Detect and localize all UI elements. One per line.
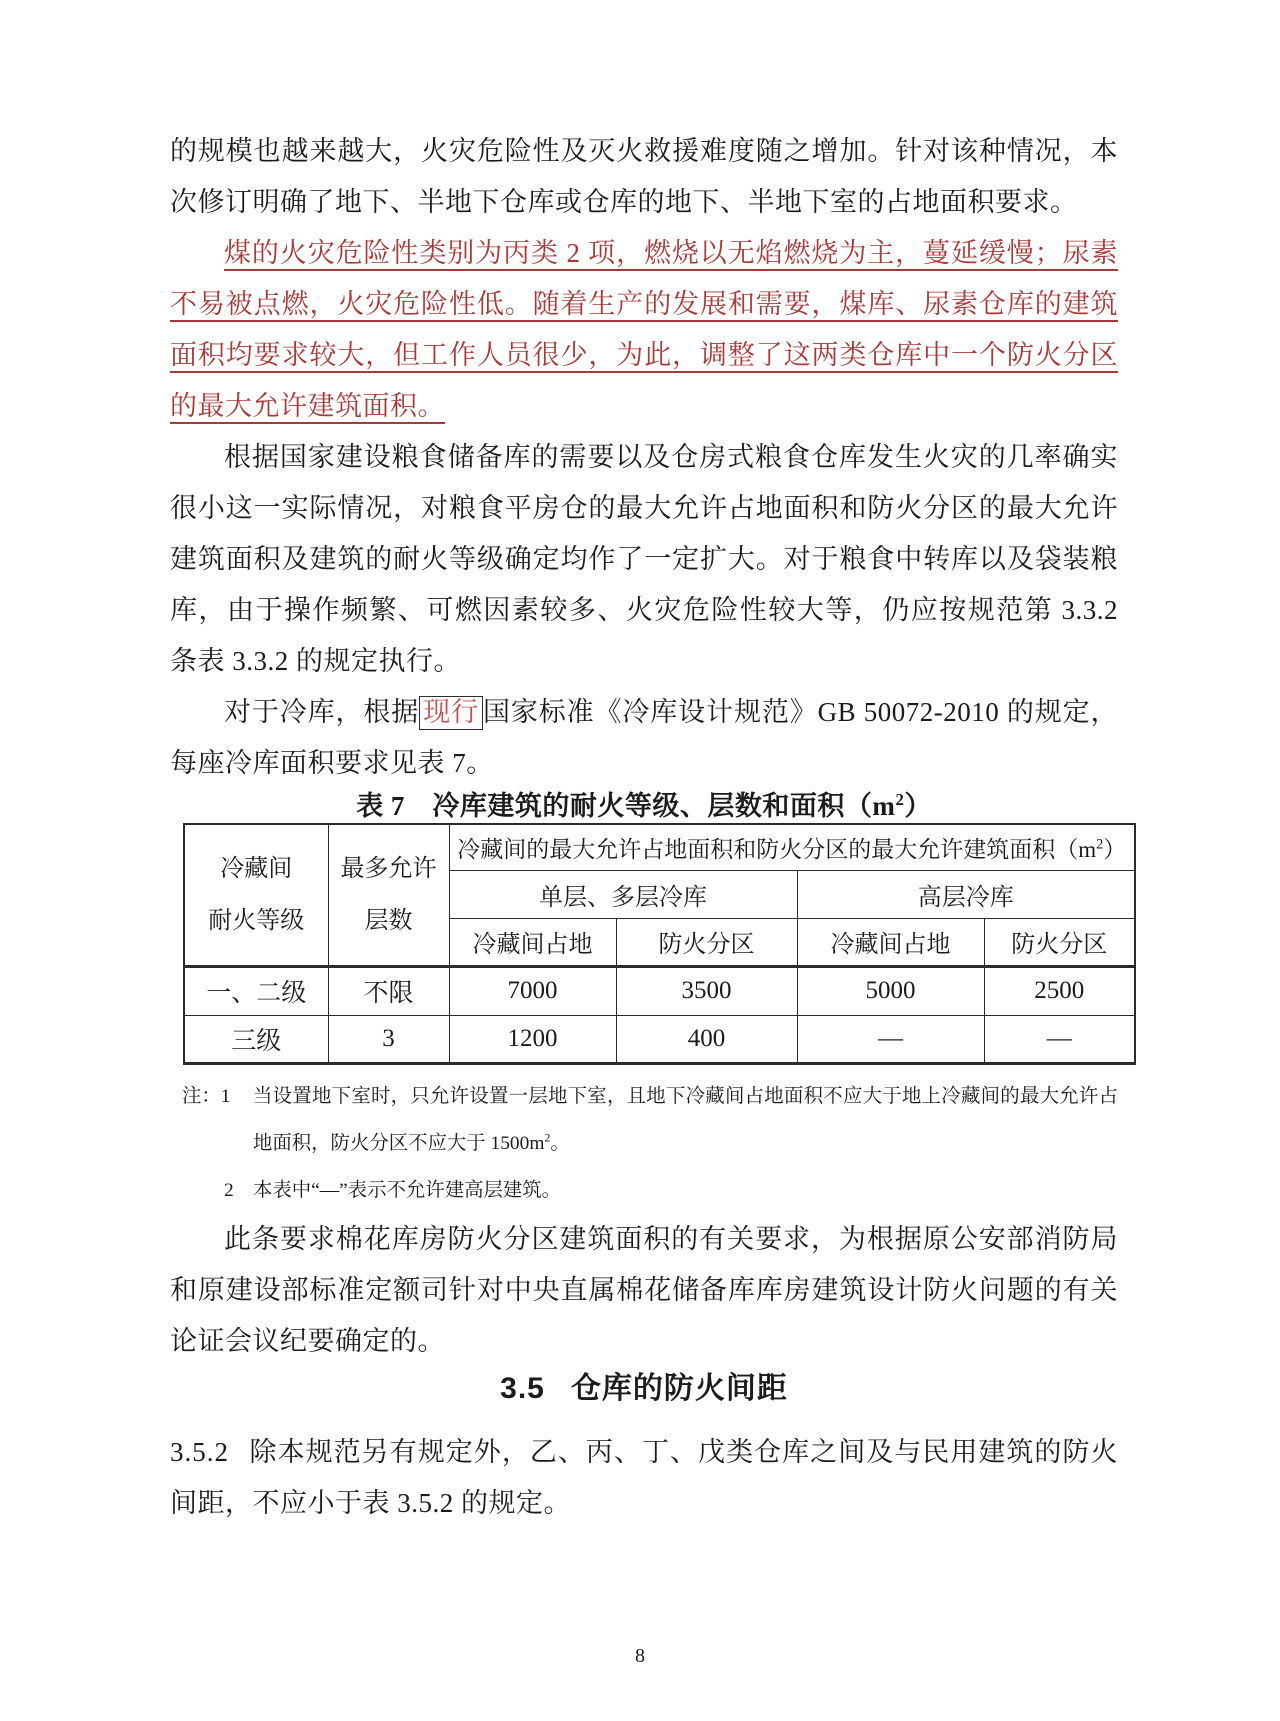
paragraph-grain-warehouse: 根据国家建设粮食储备库的需要以及仓房式粮食仓库发生火灾的几率确实很小这一实际情况，对粮食平房仓的最大允许占地面积和防火分区的最大允许建筑面积及建筑的耐火等级确定均作了一定扩大。对于粮食中转库以及袋装粮库，由于操作频繁、可燃因素较多、火灾危险性较大等，仍应按规范第 3.3.2 条表 3.3.2 的规定执行。 xyxy=(170,442,1118,676)
note-1-label: 注：1 xyxy=(182,1085,231,1107)
cell-value: 400 xyxy=(616,1015,797,1063)
header-max-storeys xyxy=(328,824,449,966)
note-2-text: 本表中“—”表示不允许建高层建筑。 xyxy=(253,1179,562,1201)
note-1-superscript: 2 xyxy=(544,1130,551,1145)
clause-text: 除本规范另有规定外，乙、丙、丁、戊类仓库之间及与民用建筑的防火间距，不应小于表 3.5.2 的规定。 xyxy=(170,1436,1118,1518)
table-7-title xyxy=(170,789,1118,823)
table-7-title-superscript: 2 xyxy=(895,790,905,809)
header-max-allowed: 最多允许 xyxy=(340,855,437,882)
table-row xyxy=(184,1015,1135,1063)
header-group-highrise: 高层冷库 xyxy=(797,870,1135,918)
paragraph-cotton-warehouse: 此条要求棉花库房防火分区建筑面积的有关要求，为根据原公安部消防局和原建设部标准定额司针对中央直属棉花储备库库房建筑设计防火问题的有关论证会议纪要确定的。 xyxy=(170,1223,1118,1356)
header-sub-fire-zone-2: 防火分区 xyxy=(984,918,1135,966)
header-cold-room: 冷藏间 xyxy=(220,855,293,882)
cell-value: 2500 xyxy=(984,966,1135,1015)
header-area-span-superscript: 2 xyxy=(1096,836,1104,853)
header-area-span-close: ） xyxy=(1103,836,1127,862)
section-number: 3.5 xyxy=(500,1371,545,1405)
header-grade: 耐火等级 xyxy=(208,907,305,934)
note-2-label: 2 xyxy=(224,1179,234,1201)
header-sub-fire-zone-1: 防火分区 xyxy=(616,918,797,966)
paragraph-continued: 的规模也越来越大，火灾危险性及灭火救援难度随之增加。针对该种情况，本次修订明确了地下、半地下仓库或仓库的地下、半地下室的占地面积要求。 xyxy=(170,136,1118,217)
cell-value: 3500 xyxy=(616,966,797,1015)
table-row xyxy=(184,966,1135,1015)
table-notes xyxy=(182,1073,1118,1214)
header-sub-floor-area-2: 冷藏间占地 xyxy=(797,918,984,966)
clause-3-5-2 xyxy=(170,1427,1118,1529)
paragraph-revision-red: 煤的火灾危险性类别为丙类 2 项，燃烧以无焰燃烧为主，蔓延缓慢；尿素不易被点燃，火灾危险性低。随着生产的发展和需要，煤库、尿素仓库的建筑面积均要求较大，但工作人员很少，为此，调整了这两类仓库中一个防火分区的最大允许建筑面积。 xyxy=(170,238,1118,421)
cell-grade-1-2: 一、二级 xyxy=(184,966,328,1015)
note-1-text-end: 。 xyxy=(550,1132,570,1154)
table-7-title-text: 表 7 冷库建筑的耐火等级、层数和面积（m xyxy=(356,791,896,821)
cell-dash: — xyxy=(797,1015,984,1063)
header-group-single-multi: 单层、多层冷库 xyxy=(449,870,797,918)
note-1-text xyxy=(253,1073,1118,1167)
paragraph-cold-storage-pre: 对于冷库，根据 xyxy=(224,697,420,727)
table-7 xyxy=(183,823,1136,1065)
cell-value: 1200 xyxy=(449,1015,616,1063)
cell-dash: — xyxy=(984,1015,1135,1063)
clause-number: 3.5.2 xyxy=(170,1436,229,1467)
header-storeys: 层数 xyxy=(364,907,413,934)
revision-boxed-term: 现行 xyxy=(419,696,483,730)
cell-grade-3: 三级 xyxy=(184,1015,328,1063)
section-heading-3-5 xyxy=(170,1367,1118,1411)
paragraph-cold-storage xyxy=(170,687,1118,789)
note-2 xyxy=(182,1167,1118,1214)
page-number: 8 xyxy=(635,1645,645,1667)
table-7-title-close: ） xyxy=(904,791,932,821)
note-1 xyxy=(182,1073,1118,1167)
section-title: 仓库的防火间距 xyxy=(570,1371,788,1405)
note-1-text-main: 当设置地下室时，只允许设置一层地下室，且地下冷藏间占地面积不应大于地上冷藏间的最大允许占地面积，防火分区不应大于 1500m xyxy=(253,1085,1118,1154)
header-area-span-text: 冷藏间的最大允许占地面积和防火分区的最大允许建筑面积（m xyxy=(457,836,1097,862)
cell-value: 5000 xyxy=(797,966,984,1015)
paragraph-cold-storage-post: 国家标准《冷库设计规范》GB 50072-2010 的规定，每座冷库面积要求见表 7。 xyxy=(170,697,1119,778)
header-fire-resistance-grade xyxy=(184,824,328,966)
cell-storeys-unlimited: 不限 xyxy=(328,966,449,1015)
cell-value: 7000 xyxy=(449,966,616,1015)
header-area-span xyxy=(449,824,1135,870)
header-sub-floor-area-1: 冷藏间占地 xyxy=(449,918,616,966)
cell-storeys-3: 3 xyxy=(328,1015,449,1063)
